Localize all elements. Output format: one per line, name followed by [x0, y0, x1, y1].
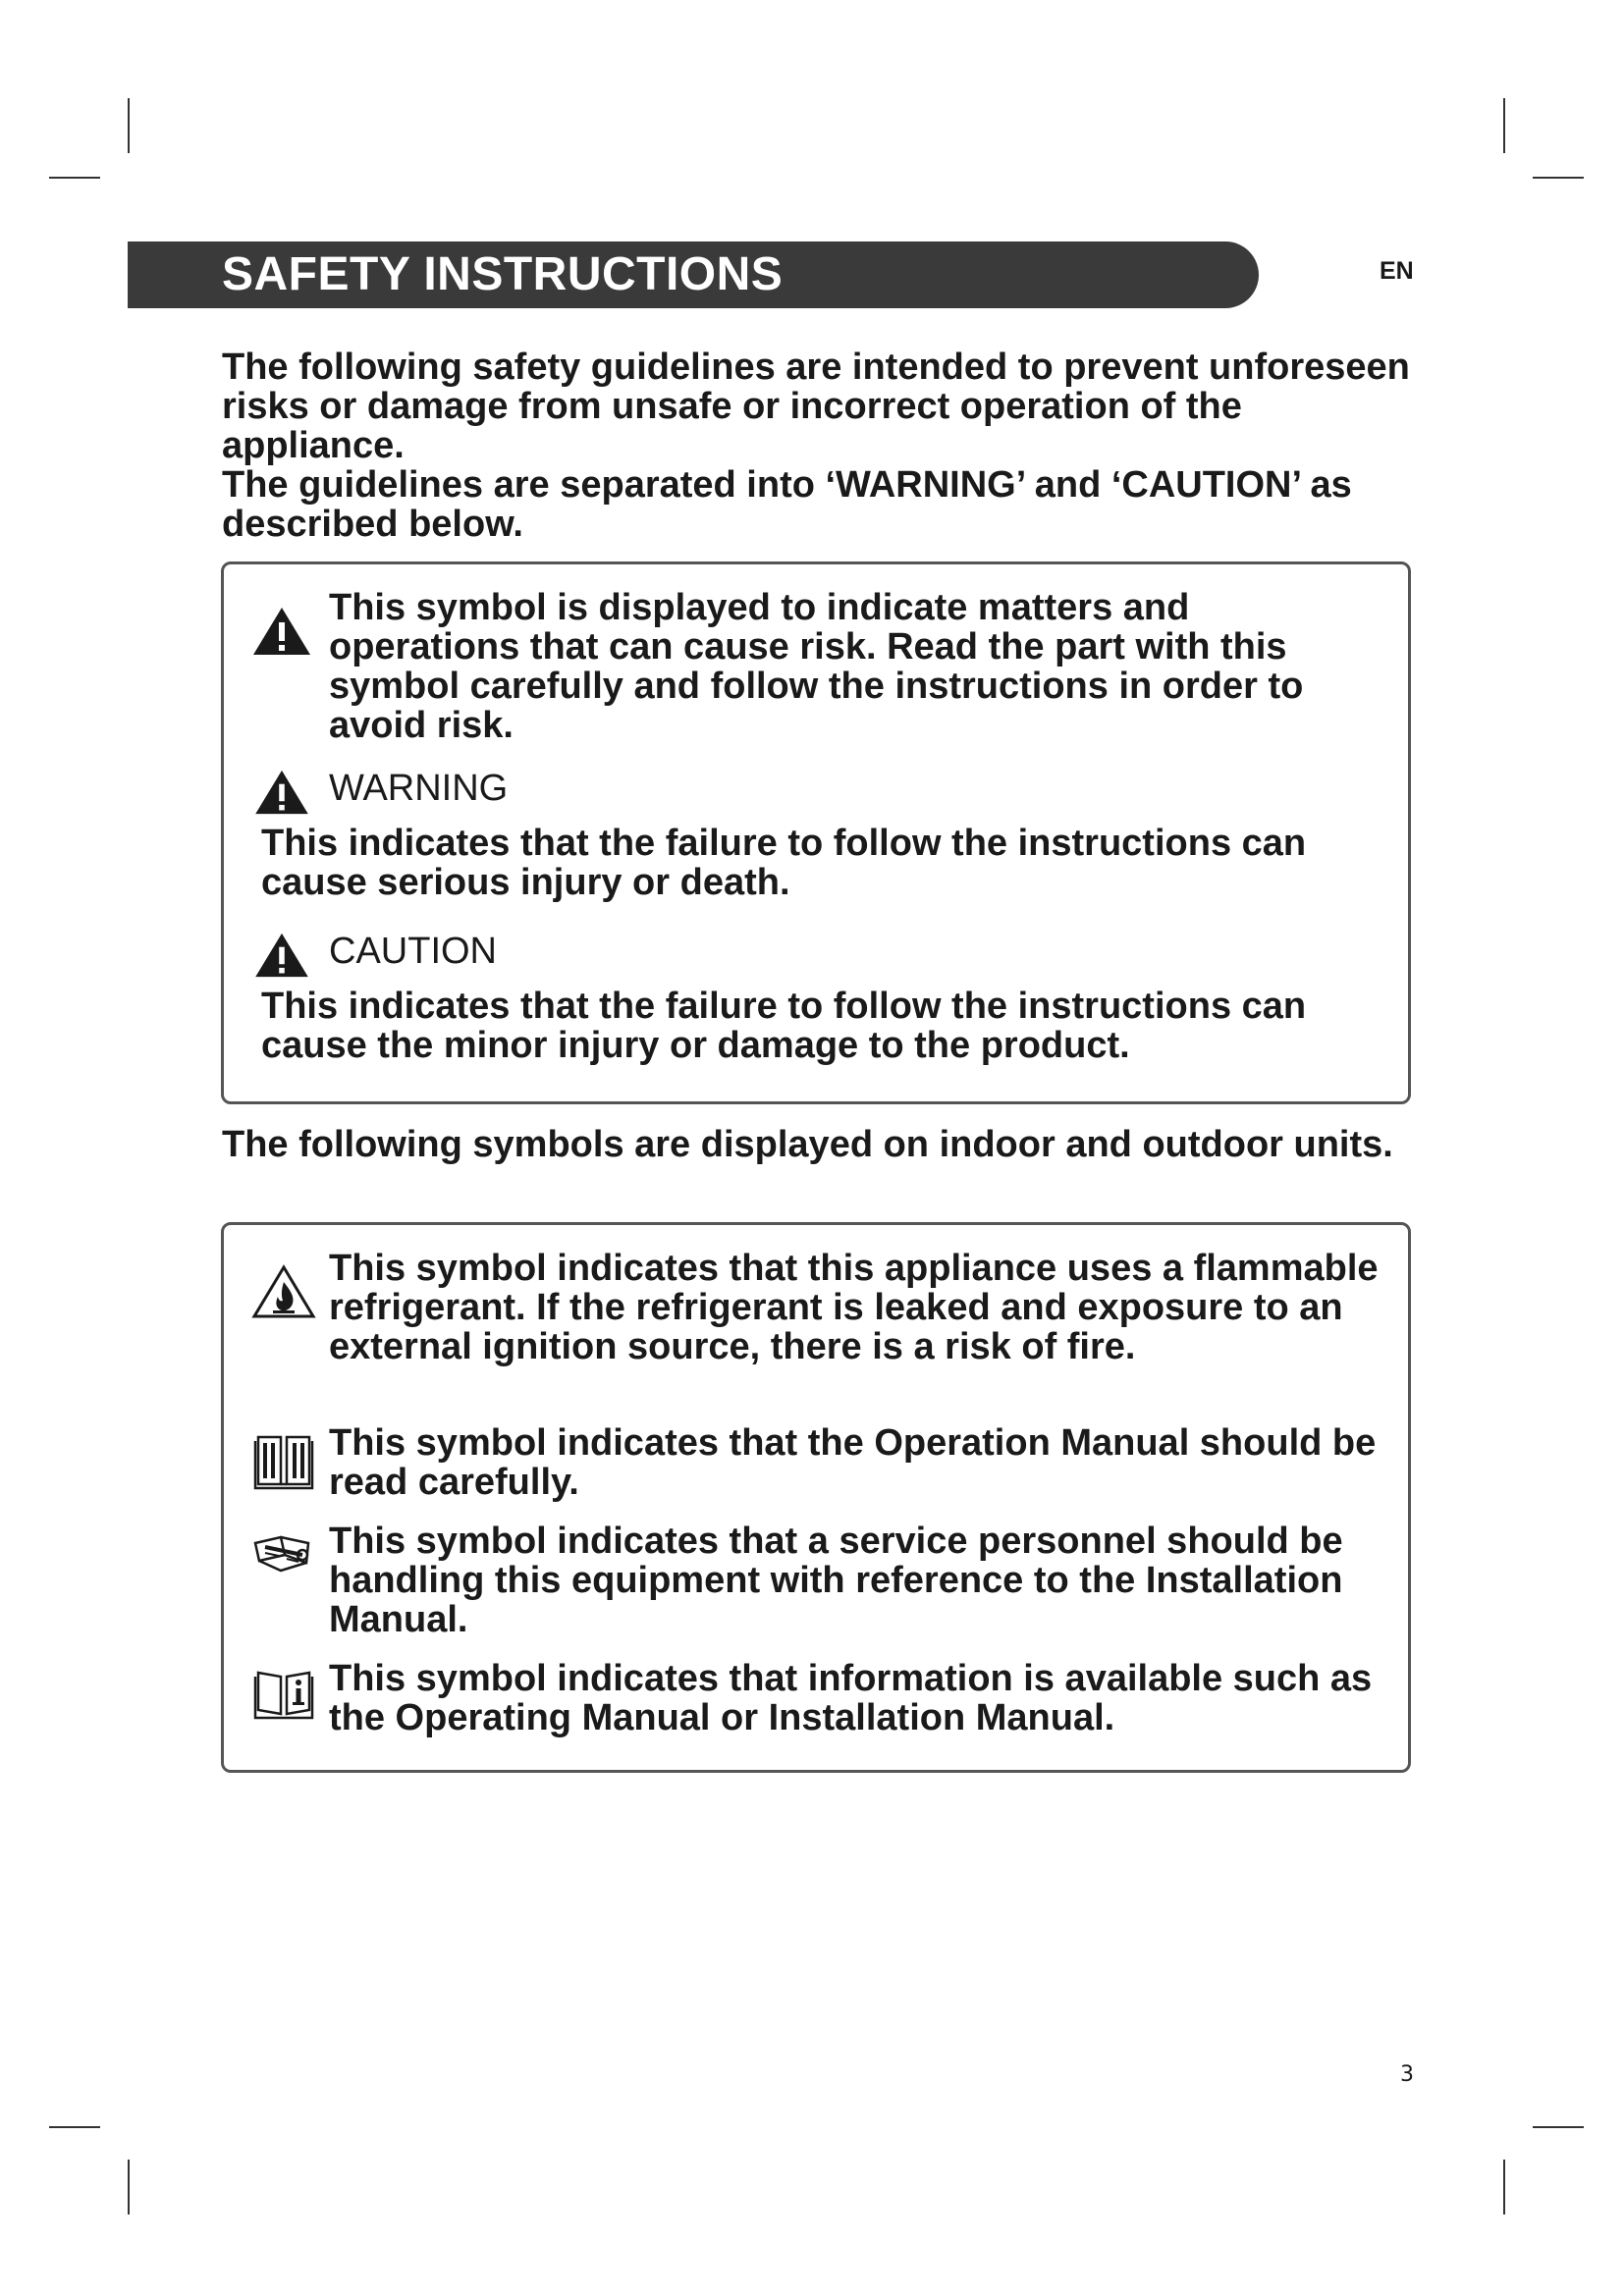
symbol-text: This symbol indicates that a service personnel should be handling this equipment with reference to the Installation Manual.: [329, 1521, 1343, 1640]
crop-mark-bottom-left-vertical: [128, 2160, 130, 2215]
information-manual-icon: [251, 1667, 316, 1724]
crop-mark-top-left-horizontal: [49, 177, 100, 179]
intro-paragraph: The following safety guidelines are intended to prevent unforeseen risks or damage from unsafe or incorrect operation of the appliance.: [222, 347, 1410, 466]
warning-text: This indicates that the failure to follow the instructions can cause serious injury or death.: [261, 823, 1307, 903]
symbols-intro-text: The following symbols are displayed on indoor and outdoor units.: [222, 1124, 1393, 1165]
crop-mark-bottom-right-vertical: [1503, 2160, 1505, 2215]
crop-mark-top-right-horizontal: [1533, 177, 1584, 179]
signal-word-box: [221, 561, 1411, 1104]
warning-triangle-icon: [251, 606, 312, 657]
warning-triangle-icon: [251, 769, 312, 816]
service-manual-icon: [251, 1525, 316, 1582]
page-number: 3: [1400, 2062, 1414, 2087]
intro-paragraph: The guidelines are separated into ‘WARNING’ and ‘CAUTION’ as described below.: [222, 464, 1352, 545]
symbol-text: This symbol indicates that information is available such as the Operating Manual or Installation Manual.: [329, 1658, 1373, 1738]
warning-label: WARNING: [329, 768, 509, 809]
crop-mark-bottom-right-horizontal: [1533, 2126, 1584, 2128]
unit-symbols-box: [221, 1222, 1411, 1773]
symbol-text: This symbol indicates that this appliance uses a flammable refrigerant. If the refrigerant is leaked and exposure to an external ignition source, there is a risk of fire.: [329, 1248, 1379, 1367]
symbol-description-text: This symbol is displayed to indicate matters and operations that can cause risk. Read the part with this symbol carefully and follow the instructions in order to avoid risk.: [329, 587, 1304, 746]
flammable-warning-icon: [251, 1264, 316, 1319]
caution-text: This indicates that the failure to follow the instructions can cause the minor injury or damage to the product.: [261, 986, 1307, 1066]
section-header-bar: [128, 241, 1259, 308]
crop-mark-top-right-vertical: [1503, 98, 1505, 153]
intro-text: [222, 347, 1420, 544]
crop-mark-bottom-left-horizontal: [49, 2126, 100, 2128]
symbol-text: This symbol indicates that the Operation Manual should be read carefully.: [329, 1422, 1377, 1503]
language-code: EN: [1380, 257, 1414, 285]
caution-label: CAUTION: [329, 931, 497, 972]
page-title: SAFETY INSTRUCTIONS: [222, 248, 784, 300]
crop-mark-top-left-vertical: [128, 98, 130, 153]
operation-manual-icon: [251, 1431, 316, 1492]
caution-triangle-icon: [251, 932, 312, 979]
